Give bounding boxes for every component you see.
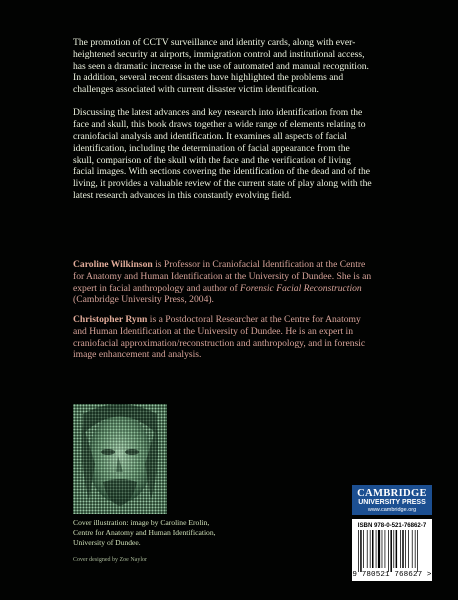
book-title-reference: Forensic Facial Reconstruction <box>240 282 362 294</box>
barcode-bar <box>372 530 374 568</box>
barcode-bar <box>417 530 418 572</box>
barcode-bar <box>388 530 389 572</box>
barcode-bar <box>363 530 364 568</box>
cover-portrait-image <box>73 404 167 514</box>
isbn-number: ISBN 978-0-521-76862-7 <box>357 522 427 529</box>
publisher-logo <box>352 485 432 515</box>
barcode-icon <box>356 530 428 572</box>
publisher-name: CAMBRIDGE <box>357 488 427 499</box>
author-bio-tail: (Cambridge University Press, 2004). <box>73 294 214 306</box>
blurb-paragraph-2: Discussing the latest advances and key research into identification from the face and skull, this book draws together a wide range of elements relating to craniofacial analysis and identification. It examines all aspects of facial identification, including the determination of facial appearance from the skull, comparison of the skull with the face and the verification of living facial images. With sections covering the identification of the dead and of the living, it provides a valuable review of the current state of play along with the latest research advances in this constantly evolving field. <box>73 107 372 202</box>
barcode-bar <box>370 530 371 568</box>
publisher-subtitle: UNIVERSITY PRESS <box>358 499 426 506</box>
barcode-bar <box>376 530 377 568</box>
barcode-bar <box>402 530 404 568</box>
barcode-bar <box>412 530 413 568</box>
cover-illustration-credit <box>73 518 253 549</box>
barcode-bar <box>415 530 416 568</box>
barcode-bar <box>382 530 383 568</box>
barcode-bar <box>408 530 409 568</box>
credit-line: Centre for Anatomy and Human Identification, <box>73 528 216 538</box>
barcode-bar <box>400 530 401 568</box>
barcode-bar <box>393 530 394 568</box>
barcode-panel <box>352 519 432 581</box>
halftone-face-image <box>73 404 167 514</box>
barcode-bar <box>390 530 392 572</box>
barcode-bar <box>358 530 359 572</box>
barcode-bar <box>405 530 406 568</box>
author-bio-text: is a Postdoctoral Researcher at the Centre for Anatomy and Human Identification at the University of Dundee. He is an expert in craniofacial approximation/reconstruction and anthropology, and in forensic image enhancement and analysis. <box>73 314 366 361</box>
credit-line: University of Dundee. <box>73 538 141 548</box>
barcode-bar <box>360 530 362 572</box>
author-bio-text: is Professor in Craniofacial Identification at the Centre for Anatomy and Human Identification at the University of Dundee. She is an expert in facial anthropology and author of <box>73 259 372 294</box>
barcode-bar <box>378 530 380 568</box>
author-bio-rynn <box>73 314 373 361</box>
blurb-paragraph-1: The promotion of CCTV surveillance and identity cards, along with ever-heightened security at airports, immigration control and institutional access, has seen a dramatic increase in the use of automated and manual recognition. In addition, several recent disasters have highlighted the problems and challenges associated with current disaster victim identification. <box>73 37 369 96</box>
cover-designer-credit: Cover designed by Zoe Naylor <box>73 557 147 563</box>
publisher-url: www.cambridge.org <box>367 507 417 513</box>
barcode-bar <box>396 530 398 568</box>
barcode-bar <box>385 530 386 568</box>
barcode-digits: 9 780521 768627 > <box>352 571 432 579</box>
book-blurb <box>73 37 373 202</box>
barcode-bar <box>367 530 368 568</box>
author-name: Caroline Wilkinson <box>73 259 153 270</box>
author-name: Christopher Rynn <box>73 314 148 325</box>
credit-line: Cover illustration: image by Caroline Erolin, <box>73 518 210 527</box>
author-bio-wilkinson <box>73 259 373 306</box>
